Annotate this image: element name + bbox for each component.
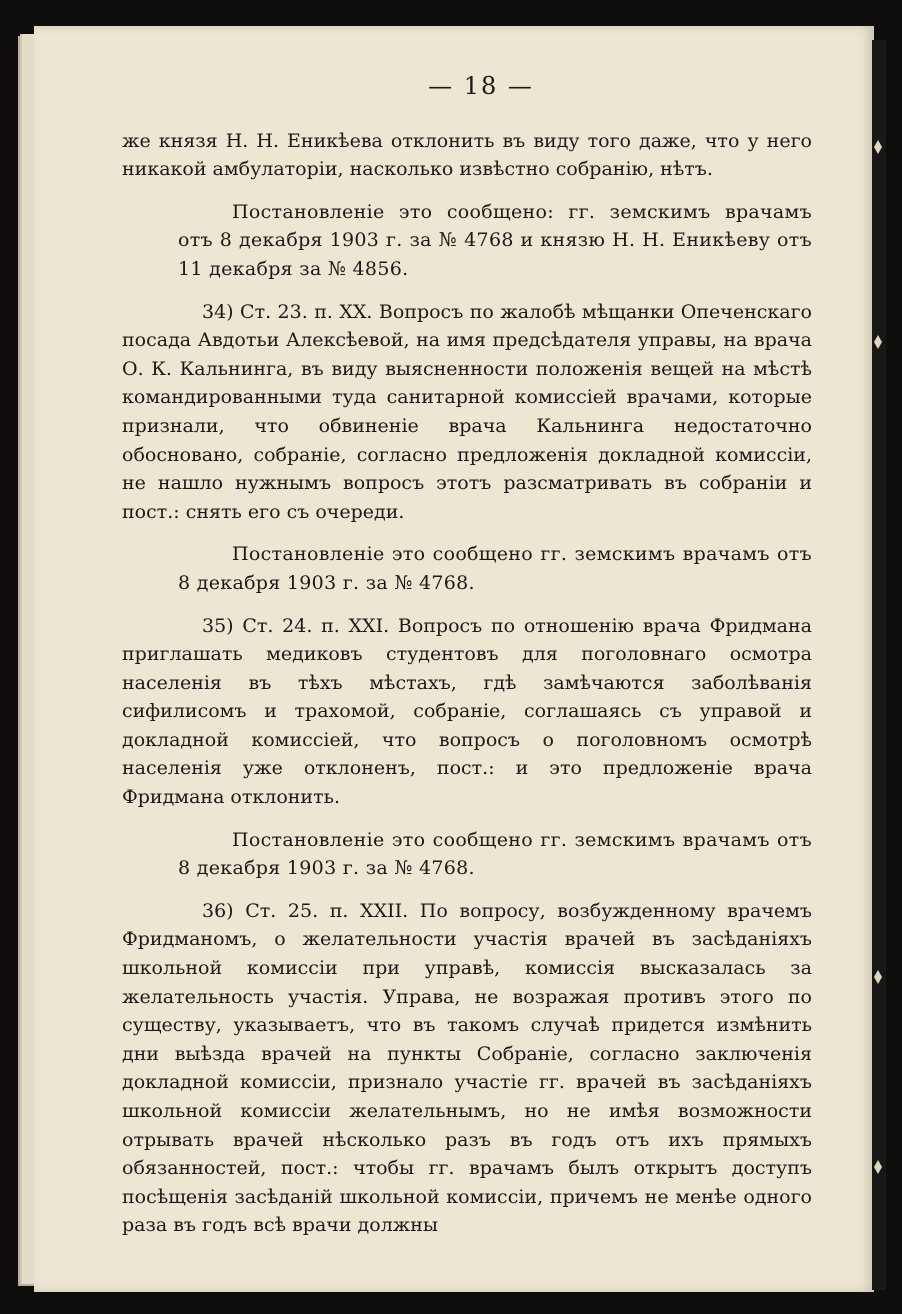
edge-mark-icon xyxy=(874,140,882,154)
page-edge xyxy=(872,40,886,1290)
item-36: 36) Ст. 25. п. XXII. По вопросу, возбужденному врачемъ Фридманомъ, о желательности участія врачей въ засѣданіяхъ школьной комиссіи при управѣ, комиссія высказалась за желательность участія. Управа, не возражая противъ этого по существу, указываетъ, что въ такомъ случаѣ придется измѣнить дни выѣзда врачей на пункты Собраніе, согласно заключенія докладной комиссіи, признало участіе гг. врачей въ засѣданіяхъ школьной комиссіи желательнымъ, но не имѣя возможности отрывать врачей нѣсколько разъ въ годъ отъ ихъ прямыхъ обязанностей, пост.: чтобы гг. врачамъ былъ открытъ доступъ посѣщенія засѣданій школьной комиссіи, причемъ не менѣе одного раза въ годъ всѣ врачи должны xyxy=(122,899,812,1237)
edge-mark-icon xyxy=(874,1160,882,1174)
page-text xyxy=(122,72,812,1240)
edge-mark-icon xyxy=(874,335,882,349)
item-35: 35) Ст. 24. п. XXI. Вопросъ по отношенію врача Фридмана приглашать медиковъ студентовъ для поголовнаго осмотра населенія въ тѣхъ мѣстахъ, гдѣ замѣчаются заболѣванія сифилисомъ и трахомой, собраніе, соглашаясь съ управой и докладной комиссіей, что вопросъ о поголовномъ осмотрѣ населенія уже отклоненъ, пост.: и это предложеніе врача Фридмана отклонить. xyxy=(122,614,812,809)
paragraph-continuation: же князя Н. Н. Еникѣева отклонить въ виду того даже, что у него никакой амбулаторіи, насколько извѣстно собранію, нѣтъ. xyxy=(122,129,812,181)
edge-mark-icon xyxy=(874,970,882,984)
decision-note: Постановленіе это сообщено гг. земскимъ врачамъ отъ 8 декабря 1903 г. за № 4768. xyxy=(178,543,812,594)
decision-note: Постановленіе это сообщено: гг. земскимъ врачамъ отъ 8 декабря 1903 г. за № 4768 и князю Н. Н. Еникѣеву отъ 11 декабря за № 4856. xyxy=(178,200,812,280)
item-34: 34) Ст. 23. п. XX. Вопросъ по жалобѣ мѣщанки Опеченскаго посада Авдотьи Алексѣевой, на имя предсѣдателя управы, на врача О. К. Кальнинга, въ виду выясненности положенія вещей на мѣстѣ командированными туда санитарной комиссіей врачами, которые признали, что обвиненіе врача Кальнинга недостаточно обосновано, собраніе, согласно предложенія докладной комиссіи, не нашло нужнымъ вопросъ этотъ разсматривать въ собраніи и пост.: снять его съ очереди. xyxy=(122,300,812,523)
decision-note: Постановленіе это сообщено гг. земскимъ врачамъ отъ 8 декабря 1903 г. за № 4768. xyxy=(178,828,812,880)
page-number: — 18 — xyxy=(428,72,534,100)
